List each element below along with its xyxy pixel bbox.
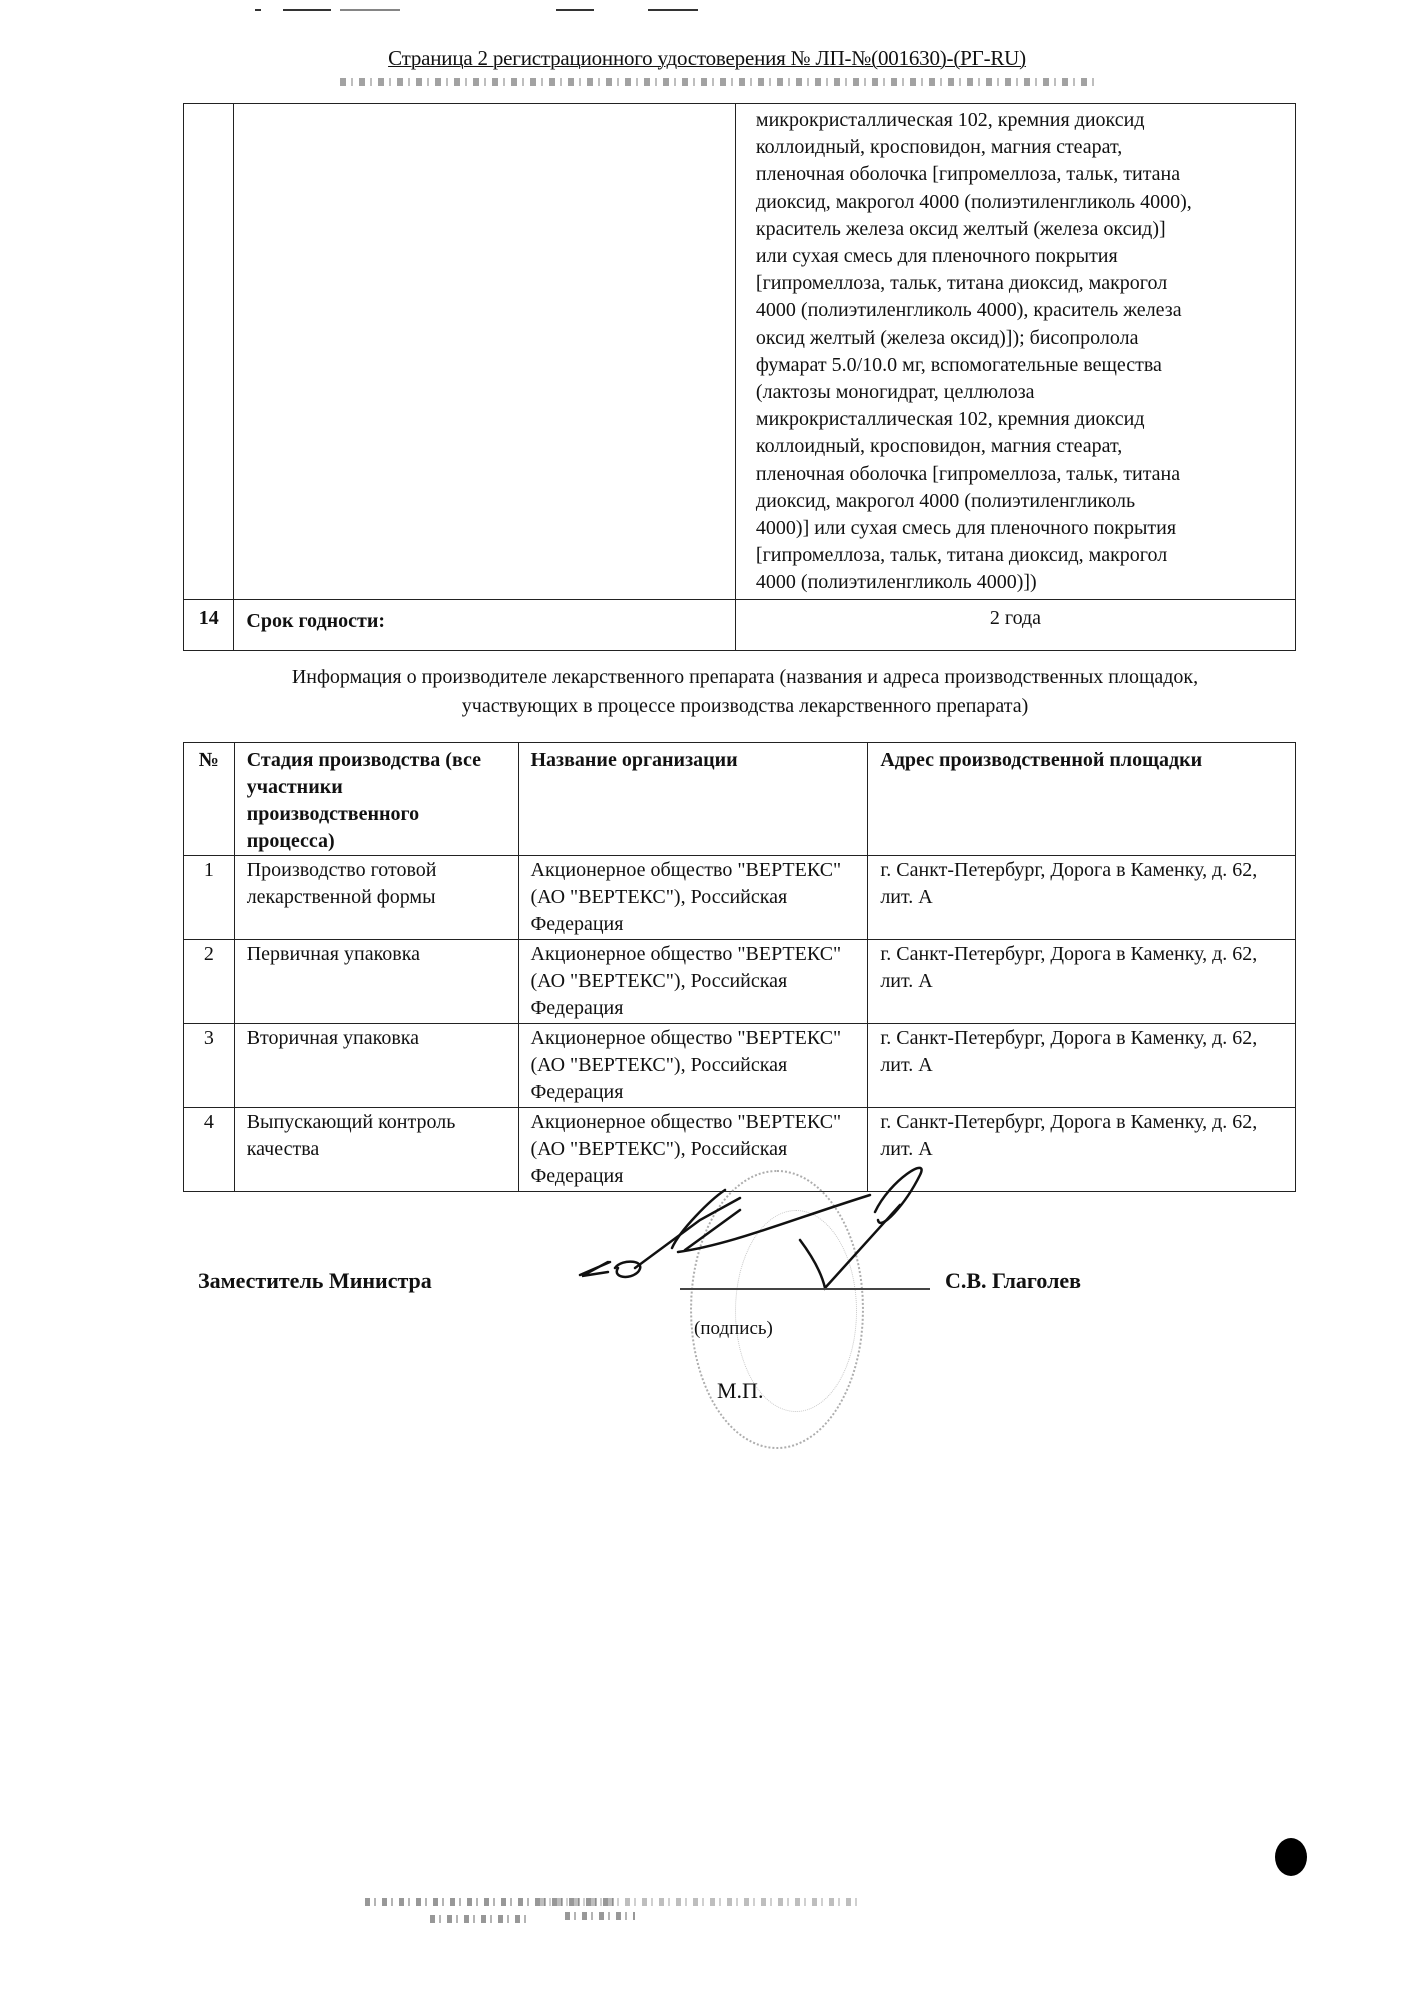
table-row-shelf-life	[184, 599, 1296, 650]
composition-line: (лактозы моногидрат, целлюлоза	[755, 381, 1035, 404]
composition-row-continued	[184, 104, 1296, 600]
scan-artifact	[648, 9, 698, 11]
handwritten-signature	[560, 1150, 1000, 1330]
site-address: г. Санкт-Петербург, Дорога в Каменку, д. 62, лит. А	[868, 856, 1296, 940]
table-row	[184, 1024, 1296, 1108]
composition-line: 4000 (полиэтиленгликоль 4000), краситель железа	[755, 299, 1182, 322]
shelf-life-value: 2 года	[735, 599, 1295, 650]
signature-stroke	[615, 1262, 640, 1277]
scan-punch-hole-dot	[1275, 1838, 1307, 1876]
production-stage: Выпускающий контроль качества	[234, 1108, 518, 1192]
site-address: г. Санкт-Петербург, Дорога в Каменку, д. 62, лит. А	[868, 1108, 1296, 1192]
site-address: г. Санкт-Петербург, Дорога в Каменку, д. 62, лит. А	[868, 1024, 1296, 1108]
table-row	[184, 940, 1296, 1024]
composition-line: фумарат 5.0/10.0 мг, вспомогательные вещества	[755, 353, 1162, 376]
scan-artifact	[430, 1915, 530, 1923]
organization-name: Акционерное общество "ВЕРТЕКС" (АО "ВЕРТЕКС"), Российская Федерация	[518, 940, 868, 1024]
composition-line: диоксид, макрогол 4000 (полиэтиленгликоль	[755, 489, 1136, 512]
composition-line: коллоидный, кросповидон, магния стеарат,	[755, 136, 1123, 159]
scan-artifact	[340, 78, 1100, 86]
composition-line: пленочная оболочка [гипромеллоза, тальк, титана	[755, 163, 1181, 186]
composition-line: коллоидный, кросповидон, магния стеарат,	[755, 435, 1123, 458]
organization-name: Акционерное общество "ВЕРТЕКС" (АО "ВЕРТЕКС"), Российская Федерация	[518, 856, 868, 940]
composition-text	[736, 104, 1295, 599]
row-number: 1	[184, 856, 235, 940]
column-header-organization: Название организации	[518, 743, 868, 856]
signature-line	[680, 1288, 930, 1290]
manufacturer-info-heading	[190, 663, 1300, 721]
site-address: г. Санкт-Петербург, Дорога в Каменку, д. 62, лит. А	[868, 940, 1296, 1024]
column-header-stage: Стадия производства (все участники производственного процесса)	[234, 743, 518, 856]
page-header	[0, 46, 1414, 71]
composition-line: оксид желтый (железа оксид)]); бисопролола	[755, 326, 1139, 349]
scan-artifact	[255, 9, 261, 11]
signature-caption: (подпись)	[694, 1318, 773, 1339]
composition-line: микрокристаллическая 102, кремния диоксид	[755, 109, 1145, 131]
row-number-cell	[184, 104, 234, 600]
signature-stroke	[875, 1168, 922, 1223]
composition-line: краситель железа оксид желтый (железа оксид)]	[755, 217, 1166, 240]
production-stage: Первичная упаковка	[234, 940, 518, 1024]
organization-name: Акционерное общество "ВЕРТЕКС" (АО "ВЕРТЕКС"), Российская Федерация	[518, 1108, 868, 1192]
row-number: 2	[184, 940, 235, 1024]
composition-line: пленочная оболочка [гипромеллоза, тальк, титана	[755, 462, 1181, 485]
signatory-position: Заместитель Министра	[198, 1268, 432, 1293]
scan-artifact	[283, 9, 331, 11]
table-row	[184, 856, 1296, 940]
scan-artifact	[540, 1898, 860, 1906]
composition-line: 4000)] или сухая смесь для пленочного покрытия	[755, 517, 1177, 540]
signature-stroke	[580, 1262, 610, 1276]
scan-artifact	[556, 9, 594, 11]
column-header-number: №	[184, 743, 235, 856]
scan-artifact	[340, 9, 400, 11]
composition-line: или сухая смесь для пленочного покрытия	[755, 245, 1118, 268]
seal-place-label: М.П.	[717, 1378, 764, 1403]
composition-line: диоксид, макрогол 4000 (полиэтиленгликоль 4000),	[755, 190, 1192, 213]
shelf-life-label: Срок годности:	[234, 599, 736, 650]
signature-stroke	[635, 1198, 740, 1268]
row-number: 4	[184, 1108, 235, 1192]
composition-line: 4000 (полиэтиленгликоль 4000)])	[755, 571, 1037, 594]
signature-stroke	[800, 1205, 900, 1288]
composition-value-cell	[735, 104, 1295, 600]
composition-line: [гипромеллоза, тальк, титана диоксид, макрогол	[755, 544, 1168, 567]
organization-name: Акционерное общество "ВЕРТЕКС" (АО "ВЕРТЕКС"), Российская Федерация	[518, 1024, 868, 1108]
table-header-row	[184, 743, 1296, 856]
row-number: 14	[184, 599, 234, 650]
production-stage: Вторичная упаковка	[234, 1024, 518, 1108]
composition-line: [гипромеллоза, тальк, титана диоксид, макрогол	[755, 272, 1168, 295]
info-line-2: участвующих в процессе производства лекарственного препарата)	[461, 695, 1029, 717]
composition-line: микрокристаллическая 102, кремния диоксид	[755, 408, 1145, 431]
page-title: Страница 2 регистрационного удостоверения № ЛП-№(001630)-(РГ-RU)	[388, 46, 1026, 70]
signatory-name: С.В. Глаголев	[945, 1268, 1082, 1293]
scan-artifact	[565, 1912, 635, 1920]
production-stage: Производство готовой лекарственной формы	[234, 856, 518, 940]
composition-table	[183, 103, 1296, 651]
manufacturer-table	[183, 742, 1296, 1192]
info-line-1: Информация о производителе лекарственного препарата (названия и адреса производственных площадок,	[291, 666, 1199, 688]
row-number: 3	[184, 1024, 235, 1108]
column-header-address: Адрес производственной площадки	[868, 743, 1296, 856]
row-label-cell	[234, 104, 736, 600]
